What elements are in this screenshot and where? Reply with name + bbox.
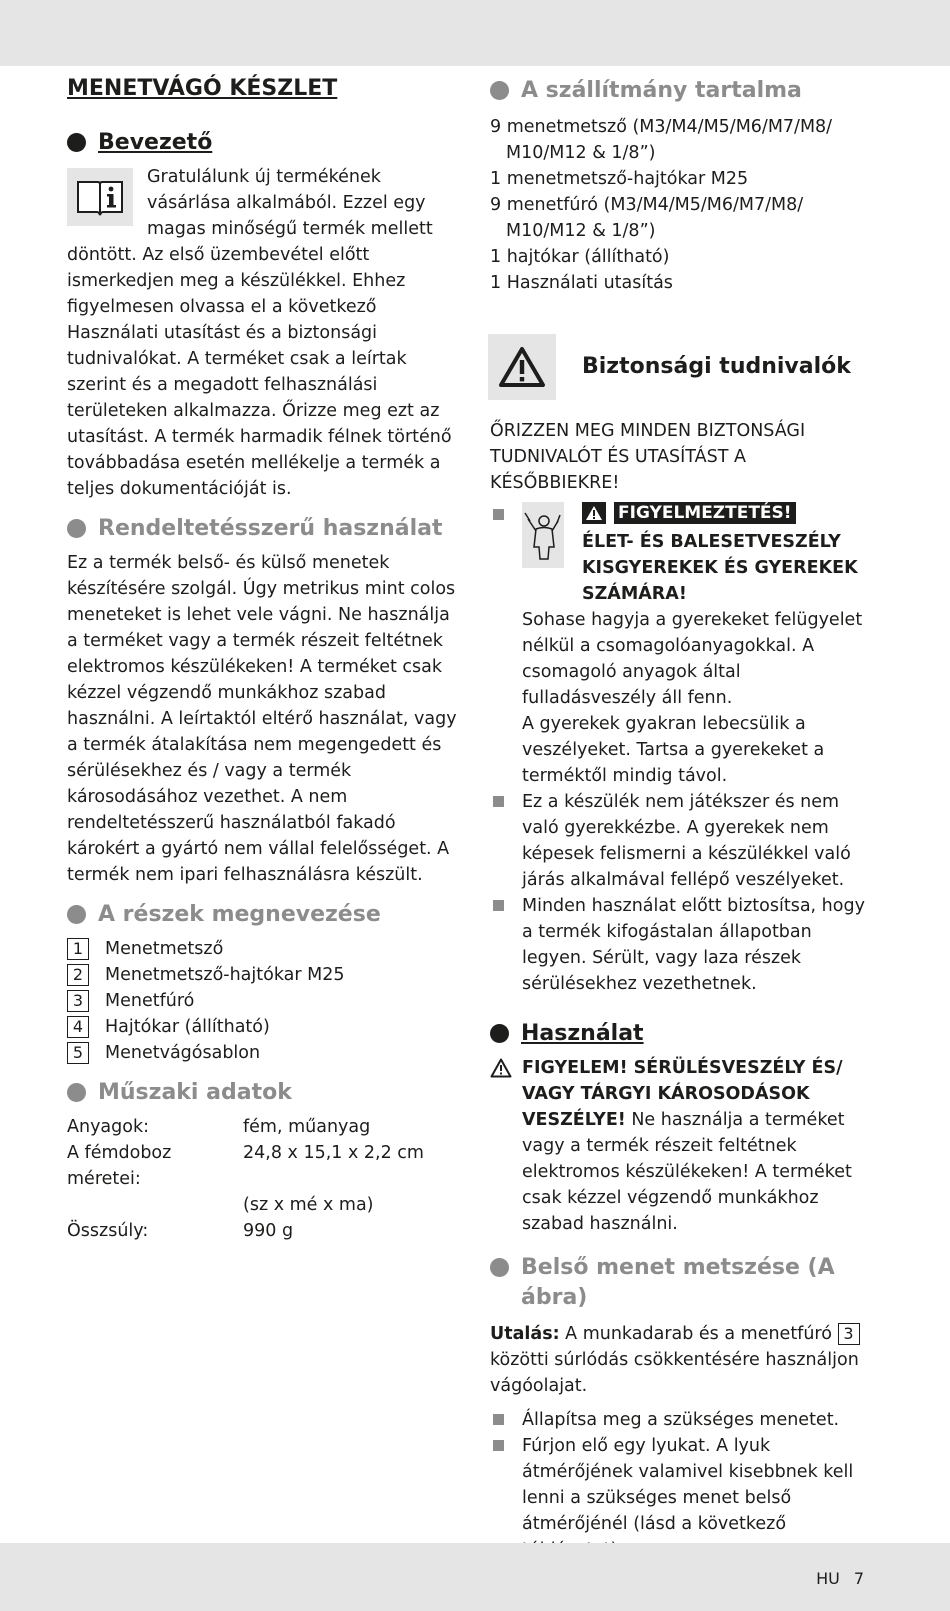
part-label: Menetfúró xyxy=(105,991,195,1011)
child-danger-text: ÉLET- ÉS BALESETVESZÉLY KISGYEREKEK ÉS GYEREKEK SZÁMÁRA! xyxy=(582,532,858,604)
warning-triangle-icon xyxy=(488,334,556,400)
square-bullet-icon xyxy=(493,796,504,807)
bullet-dot-icon xyxy=(67,1083,86,1102)
list-item xyxy=(67,988,457,1014)
tech-heading-text: Műszaki adatok xyxy=(98,1080,292,1105)
part-label: Menetmetsző-hajtókar M25 xyxy=(105,965,345,985)
tech-label: A fémdoboz méretei: xyxy=(67,1143,172,1189)
tech-label: Összsúly: xyxy=(67,1221,149,1241)
intro-heading xyxy=(67,128,457,158)
parts-list xyxy=(67,936,457,1066)
list-item: 9 menetmetsző (M3/M4/M5/M6/M7/M8/ M10/M12 & 1/8”) xyxy=(490,117,833,163)
page-footer xyxy=(802,1566,864,1592)
list-item: 1 hajtókar (állítható) xyxy=(490,247,670,267)
tech-table xyxy=(67,1114,457,1244)
tech-label xyxy=(67,1192,243,1218)
parts-heading-text: A részek megnevezése xyxy=(98,902,381,927)
list-item: 1 Használati utasítás xyxy=(490,273,673,293)
step-text: Állapítsa meg a szükséges menetet. xyxy=(522,1410,840,1430)
note-text-1: A munkadarab és a menetfúró xyxy=(559,1324,838,1344)
warning-banner xyxy=(582,502,796,524)
bullet-dot-icon xyxy=(490,1024,509,1043)
square-bullet-icon xyxy=(493,1440,504,1451)
tech-value: 24,8 x 15,1 x 2,2 cm xyxy=(243,1143,424,1163)
safety-bullet-text: Ez a készülék nem játékszer és nem való gyerekkézbe. A gyerekek nem képesek felismerni a készülékkel való járás alkalmával fellépő veszélyeket. xyxy=(522,792,851,890)
usage-heading xyxy=(490,1019,880,1049)
page-number: 7 xyxy=(853,1569,864,1588)
usage-heading-text: Használat xyxy=(521,1021,644,1046)
delivery-heading-text: A szállítmány tartalma xyxy=(521,78,802,103)
step-text: Fúrjon elő egy lyukat. A lyuk átmérőjének valamivel kisebbnek kell lenni a szükséges menet belső átmérőjénél (lásd a következő xyxy=(522,1436,854,1534)
warning-triangle-icon xyxy=(490,1058,512,1086)
list-item: 1 menetmetsző-hajtókar M25 xyxy=(490,169,749,189)
square-bullet-icon xyxy=(493,1414,504,1425)
tech-label: Anyagok: xyxy=(67,1117,149,1137)
note-bold: Utalás: xyxy=(490,1324,560,1344)
part-label: Menetmetsző xyxy=(105,939,224,959)
list-item xyxy=(490,789,880,893)
list-item: 9 menetfúró (M3/M4/M5/M6/M7/M8/ M10/M12 & 1/8”) xyxy=(490,195,804,241)
child-warning xyxy=(522,502,880,607)
part-number: 1 xyxy=(67,938,89,960)
note-text-2: közötti súrlódás csökkentésére használjon vágóolajat. xyxy=(490,1350,859,1396)
list-item xyxy=(67,936,457,962)
list-item xyxy=(67,1040,457,1066)
tech-value: (sz x mé x ma) xyxy=(243,1195,374,1215)
intro-section xyxy=(67,164,457,502)
safety-header xyxy=(488,334,880,400)
usage-attention xyxy=(490,1055,880,1237)
intro-text: Gratulálunk új termékének vásárlása alkalmából. Ezzel egy magas minőségű termék mellett döntött. Az első üzembevétel előtt ismerkedjen meg a készülékkel. Ehhez figyelmesen olvassa el a következő Használati utasítást és a biztonsági tudnivalókat. A terméket csak a leírtak szerint és a megadott felhasználási területeken alkalmazza. Őrizze meg ezt az utasítást. A termék harmadik félnek történő továbbadása esetén mellékelje a termék a teljes dokumentációját is. xyxy=(67,167,452,499)
footer-lang: HU xyxy=(816,1569,840,1588)
child-hazard-icon xyxy=(522,502,564,568)
warning-triangle-icon xyxy=(582,502,606,524)
bullet-dot-icon xyxy=(490,1258,509,1277)
intended-use-heading-text: Rendeltetésszerű használat xyxy=(98,516,443,541)
inner-note xyxy=(490,1321,880,1399)
list-item xyxy=(490,893,880,997)
part-reference: 3 xyxy=(838,1323,860,1345)
part-number: 5 xyxy=(67,1042,89,1064)
info-book-icon xyxy=(67,168,133,226)
list-item xyxy=(67,962,457,988)
intro-heading-text: Bevezető xyxy=(98,130,213,155)
square-bullet-icon xyxy=(493,509,504,520)
child-text-2: A gyerekek gyakran lebecsülik a veszélyeket. Tartsa a gyerekeket a terméktől mindig távol. xyxy=(522,714,825,786)
intended-use-heading xyxy=(67,514,457,544)
list-item xyxy=(67,1014,457,1040)
bullet-dot-icon xyxy=(490,81,509,100)
tech-heading xyxy=(67,1078,457,1108)
list-item xyxy=(490,1407,880,1433)
tech-value: fém, műanyag xyxy=(243,1117,371,1137)
list-item xyxy=(490,502,880,789)
attention-bold: FIGYELEM! SÉRÜLÉSVESZÉLY ÉS/ VAGY TÁRGYI KÁROSODÁSOK VESZÉLYE! xyxy=(522,1058,843,1130)
inner-thread-heading-text: Belső menet metszése (A ábra) xyxy=(521,1255,835,1310)
right-column xyxy=(490,72,880,1563)
child-text-1: Sohase hagyja a gyerekeket felügyelet nélkül a csomagolóanyagokkal. A csomagoló anyagok által fulladásveszély áll fenn. xyxy=(522,610,863,708)
part-label: Menetvágósablon xyxy=(105,1043,261,1063)
inner-steps xyxy=(490,1407,880,1563)
left-column xyxy=(67,72,457,1244)
part-label: Hajtókar (állítható) xyxy=(105,1017,270,1037)
child-warning-text xyxy=(582,502,880,607)
part-number: 4 xyxy=(67,1016,89,1038)
tech-value: 990 g xyxy=(243,1221,294,1241)
safety-keep-text: ŐRIZZEN MEG MINDEN BIZTONSÁGI TUDNIVALÓT ÉS UTASÍTÁST A KÉSŐBBIEKRE! xyxy=(490,421,806,493)
attention-text: Ne használja a terméket vagy a termék részeit feltétnek elektromos készülékeken! A terméket csak kézzel végzendő munkákhoz szabad használni. xyxy=(522,1110,852,1234)
delivery-list xyxy=(490,114,880,296)
top-band xyxy=(0,0,950,66)
part-number: 3 xyxy=(67,990,89,1012)
bullet-dot-icon xyxy=(67,905,86,924)
square-bullet-icon xyxy=(493,900,504,911)
inner-thread-heading xyxy=(490,1253,880,1313)
parts-heading xyxy=(67,900,457,930)
bullet-dot-icon xyxy=(67,133,86,152)
safety-title: Biztonsági tudnivalók xyxy=(582,354,851,379)
safety-bullet-text: Minden használat előtt biztosítsa, hogy a termék kifogástalan állapotban legyen. Sérült, vagy laza részek sérülésekhez vezethetnek. xyxy=(522,896,865,994)
delivery-heading xyxy=(490,76,880,106)
intended-use-text: Ez a termék belső- és külső menetek készítésére szolgál. Úgy metrikus mint colos meneteket is lehet vele vágni. Ne használja a terméket vagy a termék részeit feltétnek elektromos készülékeken! A terméket csak kézzel végzendő munkákhoz szabad használni. A leírtaktól eltérő használat, vagy a termék átalakítása nem megengedett és sérülésekhez és / vagy a termék károsodásához vezethet. A nem rendeltetésszerű használatból fakadó károkért a gyártó nem vállal felelősséget. A termék nem ipari felhasználásra készült. xyxy=(67,553,457,885)
document-title: MENETVÁGÓ KÉSZLET xyxy=(67,76,338,101)
warning-label: FIGYELMEZTETÉS! xyxy=(614,502,796,524)
bullet-dot-icon xyxy=(67,519,86,538)
part-number: 2 xyxy=(67,964,89,986)
